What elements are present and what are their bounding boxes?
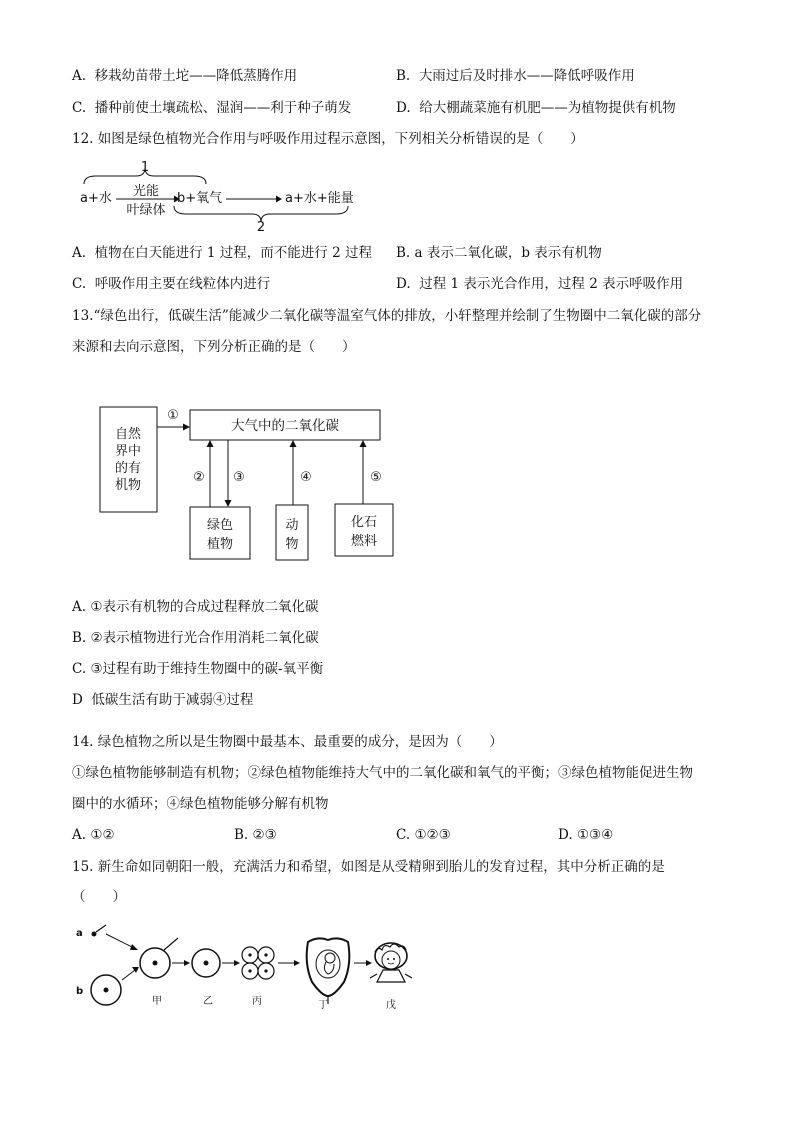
arrow-b-line	[122, 970, 135, 980]
option-text: 大雨过后及时排水——降低呼吸作用	[418, 68, 635, 84]
carbon-cycle-diagram	[98, 400, 428, 565]
option-key: B.	[396, 245, 411, 261]
arrow-jia-yi-head	[184, 960, 190, 966]
organic-matter-text: 机物	[114, 478, 142, 493]
q14-option-c	[396, 826, 451, 844]
option-key: D.	[396, 100, 411, 116]
q12-stem: 12. 如图是绿色植物光合作用与呼吸作用过程示意图，下列相关分析错误的是（ ）	[72, 131, 584, 147]
option-text: 过程 1 表示光合作用，过程 2 表示呼吸作用	[419, 276, 684, 292]
option-key: C.	[72, 276, 87, 292]
q11-option-a	[72, 67, 297, 85]
arrow-respiration-head	[276, 196, 282, 203]
sperm-label: a	[76, 928, 83, 939]
q13-stem-line2: 来源和去向示意图，下列分析正确的是（ ）	[72, 339, 356, 355]
q14-option-a	[72, 826, 115, 844]
process-1-label: 1	[140, 160, 150, 175]
option-text: 植物在白天能进行 1 过程，而不能进行 2 过程	[94, 245, 372, 261]
q12-option-c	[72, 275, 270, 293]
organic-matter-box	[100, 407, 157, 512]
option-key: C.	[396, 827, 411, 843]
q14-body-line1: ①绿色植物能够制造有机物；②绿色植物能维持大气中的二氧化碳和氧气的平衡；③绿色植物能促进生物	[72, 765, 693, 781]
option-key: A.	[72, 827, 87, 843]
option-text: ②③	[252, 827, 277, 843]
q15-stem-line2: （ ）	[72, 889, 126, 905]
reactant-text: a+水	[80, 191, 112, 206]
organic-matter-text: 自然	[114, 427, 142, 442]
q14-option-b	[234, 826, 277, 844]
arrow-3-head	[225, 500, 232, 507]
stage-label-ding: 丁	[318, 1000, 328, 1011]
q13-option-c	[72, 660, 323, 678]
q12-option-a	[72, 244, 372, 262]
baby-face	[382, 951, 400, 969]
process-2-label: 2	[256, 220, 266, 235]
arrow-2-label: ②	[193, 470, 205, 485]
q13-stem-line1: 13.“绿色出行，低碳生活”能减少二氧化碳等温室气体的排放，小轩整理并绘制了生物圈中二氧化碳的部分	[72, 308, 702, 324]
option-key: B.	[234, 827, 249, 843]
option-text: ①②③	[414, 827, 451, 843]
q13-option-a	[72, 598, 318, 616]
q11-option-b	[396, 67, 635, 85]
option-text: 移栽幼苗带土坨——降低蒸腾作用	[94, 68, 298, 84]
option-text: 呼吸作用主要在线粒体内进行	[94, 276, 271, 292]
arrow-5-label: ⑤	[370, 470, 382, 485]
entering-sperm	[164, 938, 178, 950]
arrow-5-head	[360, 440, 367, 447]
fossil-fuel-text: 化石	[350, 515, 378, 530]
condition-chloroplast: 叶绿体	[126, 203, 166, 218]
arrow-bing-ding-head	[294, 960, 300, 966]
arrow-4-label: ④	[300, 470, 312, 485]
green-plant-text: 绿色	[206, 518, 234, 533]
arrow-ding-wu-head	[366, 960, 372, 966]
option-text: 低碳生活有助于减弱④过程	[91, 692, 254, 708]
option-key: C.	[72, 100, 87, 116]
option-key: B.	[72, 630, 87, 646]
respiration-product-text: a+水+能量	[285, 191, 354, 206]
arrow-1-head	[183, 424, 190, 431]
arrow-a-head	[130, 944, 138, 950]
stage-label-jia: 甲	[152, 996, 162, 1007]
q12-option-b	[396, 244, 602, 262]
option-key: C.	[72, 661, 87, 677]
egg-nucleus	[104, 988, 109, 993]
arrow-a-line	[106, 934, 134, 948]
baby-body	[377, 970, 405, 982]
arrow-2-head	[207, 440, 214, 447]
q12-option-d	[396, 275, 683, 293]
q14-stem: 14. 绿色植物之所以是生物圈中最基本、最重要的成分，是因为（ ）	[72, 734, 503, 750]
sperm-tail	[96, 925, 106, 932]
q13-option-d	[72, 691, 253, 709]
fertilization-development-diagram	[72, 918, 432, 1018]
animal-text: 动	[285, 518, 299, 533]
q15-stem-line1: 15. 新生命如同朝阳一般，充满活力和希望，如图是从受精卵到胎儿的发育过程，其中分析正确的是	[72, 859, 665, 875]
organic-matter-text: 界中	[114, 444, 142, 459]
stage-label-yi: 乙	[203, 996, 213, 1007]
zygote-nucleus	[204, 961, 209, 966]
stage-label-bing: 丙	[252, 996, 262, 1007]
condition-light: 光能	[132, 184, 160, 199]
product-text: b+氧气	[177, 191, 223, 206]
animal-text: 物	[285, 537, 299, 552]
option-text: ①③④	[576, 827, 614, 843]
arrow-1-label: ①	[167, 408, 179, 423]
option-key: A.	[72, 599, 87, 615]
option-key: D.	[558, 827, 573, 843]
fertilization-nucleus	[153, 961, 158, 966]
option-text: ①②	[90, 827, 115, 843]
option-text: ②表示植物进行光合作用消耗二氧化碳	[90, 630, 319, 646]
brace-top	[84, 168, 206, 184]
q11-option-d	[396, 99, 676, 117]
option-key: D	[72, 692, 83, 708]
option-key: D.	[396, 276, 411, 292]
organic-matter-text: 的有	[114, 461, 142, 476]
stage-label-wu: 戊	[386, 1000, 396, 1011]
sperm-head	[92, 932, 97, 937]
arrow-4-head	[290, 440, 297, 447]
option-text: 给大棚蔬菜施有机肥——为植物提供有机物	[419, 100, 676, 116]
q14-option-d	[558, 826, 613, 844]
arrow-yi-bing-head	[234, 960, 240, 966]
option-key: B.	[396, 68, 411, 84]
q11-option-c	[72, 99, 351, 117]
option-key: A.	[72, 68, 87, 84]
green-plant-text: 植物	[206, 537, 234, 552]
option-key: A.	[72, 245, 87, 261]
egg-label: b	[76, 986, 84, 997]
option-text: a 表示二氧化碳，b 表示有机物	[414, 245, 602, 261]
fossil-fuel-text: 燃料	[350, 534, 378, 549]
q13-option-b	[72, 629, 319, 647]
atmosphere-co2-text: 大气中的二氧化碳	[231, 418, 339, 434]
option-text: ③过程有助于维持生物圈中的碳-氧平衡	[90, 661, 324, 677]
q14-body-line2: 圈中的水循环；④绿色植物能够分解有机物	[72, 796, 329, 812]
photosynthesis-respiration-diagram	[76, 158, 376, 233]
arrow-3-label: ③	[233, 470, 245, 485]
option-text: ①表示有机物的合成过程释放二氧化碳	[90, 599, 319, 615]
option-text: 播种前使土壤疏松、湿润——利于种子萌发	[94, 100, 352, 116]
